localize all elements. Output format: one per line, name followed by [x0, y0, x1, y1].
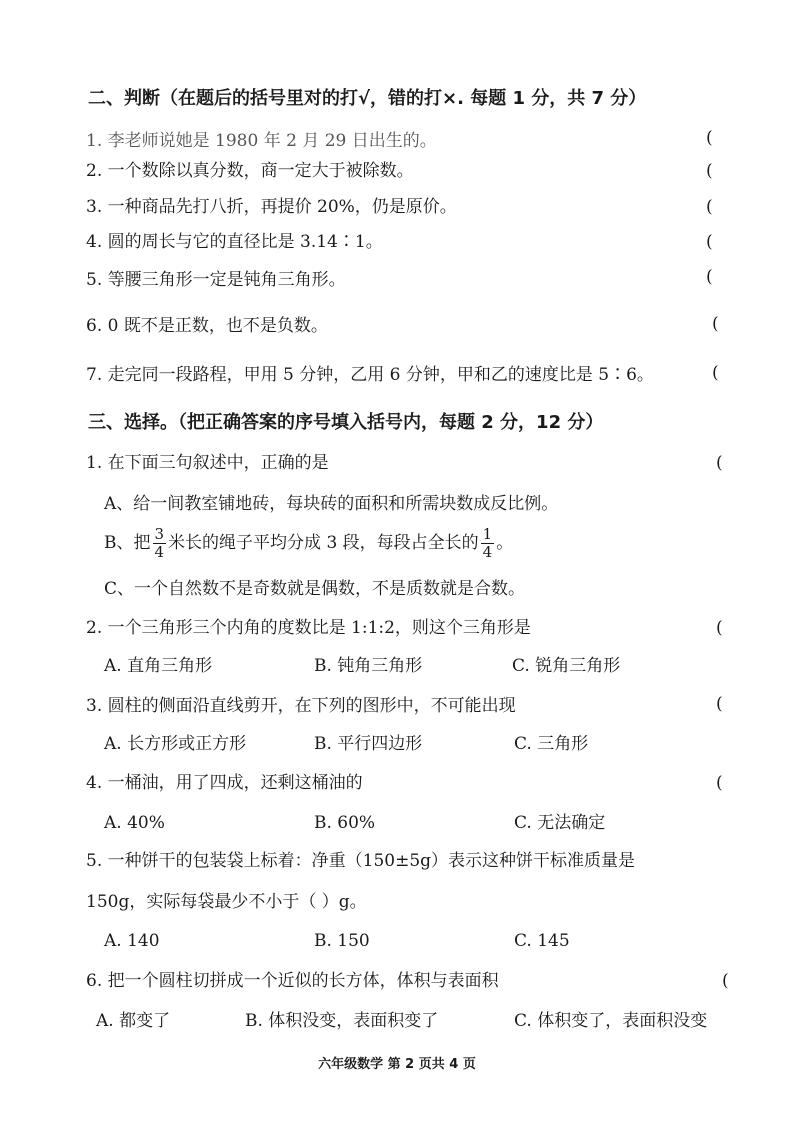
- answer-paren-j2[interactable]: (: [706, 161, 713, 181]
- page-footer: 六年级数学 第 2 页共 4 页: [318, 1057, 476, 1072]
- choice-q5-option-c: C. 145: [514, 931, 570, 951]
- choice-q5-option-a: A. 140: [104, 931, 160, 951]
- section2-heading: 二、判断（在题后的括号里对的打√，错的打×. 每题 1 分，共 7 分）: [88, 88, 647, 109]
- fraction-one-quarter: $\frac{1}{4}$: [482, 525, 493, 561]
- choice-q2: 2. 一个三角形三个内角的度数比是 1:1:2，则这个三角形是: [86, 618, 531, 638]
- answer-paren-c3[interactable]: (: [716, 694, 723, 714]
- choice-q1-option-c: C、一个自然数不是奇数就是偶数，不是质数就是合数。: [104, 579, 526, 599]
- choice-q5-option-b: B. 150: [314, 931, 370, 951]
- choice-q4: 4. 一桶油，用了四成，还剩这桶油的: [86, 773, 363, 793]
- answer-paren-j4[interactable]: (: [706, 232, 713, 252]
- choice-q2-option-b: B. 钝角三角形: [314, 656, 423, 676]
- judge-item-7: 7. 走完同一段路程，甲用 5 分钟，乙用 6 分钟，甲和乙的速度比是 5∶6。: [86, 365, 654, 385]
- answer-paren-j5[interactable]: (: [706, 267, 713, 287]
- answer-paren-j7[interactable]: (: [712, 363, 719, 383]
- choice-q3-option-c: C. 三角形: [514, 734, 589, 754]
- answer-paren-j6[interactable]: (: [712, 314, 719, 334]
- choice-q6-option-b: B. 体积没变，表面积变了: [245, 1011, 439, 1031]
- choice-q3: 3. 圆柱的侧面沿直线剪开，在下列的图形中，不可能出现: [86, 696, 516, 716]
- choice-q6-option-a: A. 都变了: [96, 1011, 171, 1031]
- choice-q1: 1. 在下面三句叙述中，正确的是: [86, 453, 329, 473]
- section3-heading: 三、选择。（把正确答案的序号填入括号内，每题 2 分，12 分）: [88, 412, 604, 433]
- judge-item-3: 3. 一种商品先打八折，再提价 20%，仍是原价。: [86, 197, 457, 217]
- choice-q2-option-a: A. 直角三角形: [104, 656, 213, 676]
- choice-q3-option-a: A. 长方形或正方形: [104, 734, 247, 754]
- judge-item-6: 6. 0 既不是正数，也不是负数。: [86, 316, 328, 336]
- answer-paren-c1[interactable]: (: [716, 453, 723, 473]
- choice-q4-option-a: A. 40%: [104, 813, 165, 833]
- judge-item-1: 1. 李老师说她是 1980 年 2 月 29 日出生的。: [86, 131, 437, 151]
- choice-q5-line1: 5. 一种饼干的包装袋上标着：净重（150±5g）表示这种饼干标准质量是: [86, 851, 636, 871]
- choice-q1-option-b: B、把 $\frac{3}{4}$ 米长的绳子平均分成 3 段，每段占全长的 $\frac{1}{4}$ 。: [104, 525, 514, 561]
- choice-q4-option-c: C. 无法确定: [514, 813, 606, 833]
- choice-q4-option-b: B. 60%: [314, 813, 376, 833]
- choice-q3-option-b: B. 平行四边形: [314, 734, 423, 754]
- answer-paren-j1[interactable]: (: [706, 128, 713, 148]
- fraction-three-quarters: $\frac{3}{4}$: [154, 525, 165, 561]
- choice-q6: 6. 把一个圆柱切拼成一个近似的长方体，体积与表面积: [86, 971, 499, 991]
- judge-item-5: 5. 等腰三角形一定是钝角三角形。: [86, 270, 346, 290]
- choice-q6-option-c: C. 体积变了，表面积没变: [514, 1011, 708, 1031]
- choice-q5-line2: 150g，实际每袋最少不小于（ ）g。: [86, 892, 367, 912]
- judge-item-4: 4. 圆的周长与它的直径比是 3.14∶1。: [86, 232, 383, 252]
- answer-paren-j3[interactable]: (: [706, 197, 713, 217]
- answer-paren-c6[interactable]: (: [722, 971, 729, 991]
- judge-item-2: 2. 一个数除以真分数，商一定大于被除数。: [86, 161, 414, 181]
- answer-paren-c4[interactable]: (: [716, 773, 723, 793]
- choice-q2-option-c: C. 锐角三角形: [512, 656, 621, 676]
- answer-paren-c2[interactable]: (: [716, 618, 723, 638]
- choice-q1-option-a: A、给一间教室铺地砖，每块砖的面积和所需块数成反比例。: [104, 494, 559, 514]
